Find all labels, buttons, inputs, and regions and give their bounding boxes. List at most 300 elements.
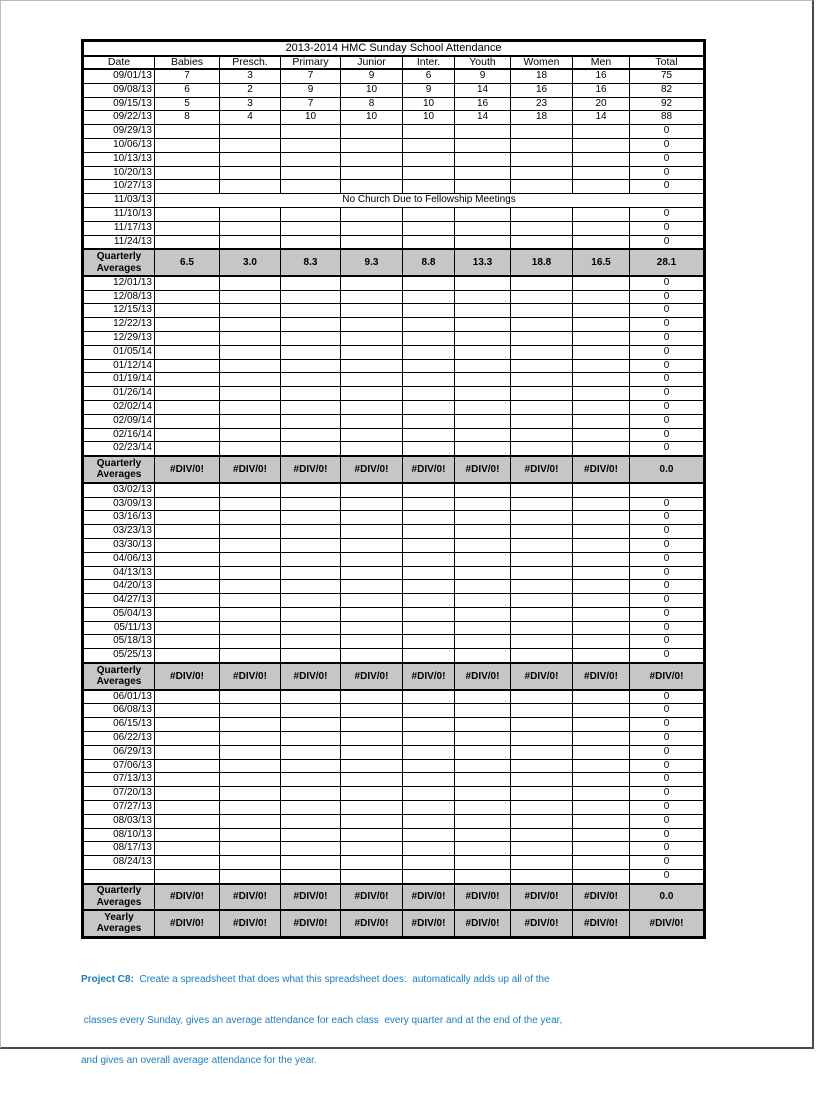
value-cell (403, 607, 455, 621)
value-cell (455, 483, 511, 497)
value-cell (511, 180, 573, 194)
value-cell (281, 221, 341, 235)
value-cell (341, 525, 403, 539)
total-cell: 0 (630, 594, 705, 608)
value-cell (155, 359, 220, 373)
note-line-2: classes every Sunday, gives an average attendance for each class every quarter and at the end of the year, (81, 1014, 563, 1026)
value-cell (511, 800, 573, 814)
average-value-cell: #DIV/0! (220, 884, 281, 911)
value-cell (281, 800, 341, 814)
value-cell (220, 718, 281, 732)
value-cell (403, 483, 455, 497)
date-row (83, 235, 705, 249)
value-cell (155, 538, 220, 552)
value-cell (455, 718, 511, 732)
value-cell (220, 497, 281, 511)
value-cell (220, 180, 281, 194)
value-cell: 10 (341, 83, 403, 97)
value-cell (403, 276, 455, 290)
value-cell (341, 635, 403, 649)
date-row (83, 194, 705, 208)
value-cell (220, 731, 281, 745)
date-cell: 07/27/13 (83, 800, 155, 814)
total-cell: 0 (630, 276, 705, 290)
value-cell (455, 814, 511, 828)
value-cell (573, 538, 630, 552)
value-cell (511, 552, 573, 566)
value-cell (573, 856, 630, 870)
average-value-cell: #DIV/0! (281, 884, 341, 911)
table-title: 2013-2014 HMC Sunday School Attendance (83, 41, 705, 57)
date-cell: 05/04/13 (83, 607, 155, 621)
value-cell (511, 649, 573, 663)
average-value-cell: 9.3 (341, 249, 403, 276)
value-cell (573, 138, 630, 152)
date-row (83, 594, 705, 608)
value-cell: 9 (281, 83, 341, 97)
date-row (83, 828, 705, 842)
value-cell (155, 566, 220, 580)
value-cell (455, 401, 511, 415)
average-value-cell: #DIV/0! (403, 884, 455, 911)
quarterly-average-row (83, 884, 705, 911)
value-cell (341, 869, 403, 883)
date-cell: 10/06/13 (83, 138, 155, 152)
value-cell: 16 (455, 97, 511, 111)
value-cell (220, 318, 281, 332)
total-cell: 0 (630, 235, 705, 249)
date-cell: 02/02/14 (83, 401, 155, 415)
project-note (81, 946, 706, 1095)
value-cell (573, 332, 630, 346)
value-cell (455, 869, 511, 883)
value-cell (220, 276, 281, 290)
total-cell: 0 (630, 704, 705, 718)
value-cell (155, 207, 220, 221)
value-cell (455, 704, 511, 718)
value-cell (573, 566, 630, 580)
date-row (83, 814, 705, 828)
date-row (83, 387, 705, 401)
value-cell (455, 497, 511, 511)
value-cell (341, 373, 403, 387)
value-cell (403, 869, 455, 883)
date-cell: 02/23/14 (83, 442, 155, 456)
value-cell (455, 842, 511, 856)
average-value-cell: #DIV/0! (573, 884, 630, 911)
value-cell (573, 497, 630, 511)
total-cell: 0 (630, 525, 705, 539)
value-cell (573, 125, 630, 139)
value-cell (220, 373, 281, 387)
value-cell (573, 594, 630, 608)
value-cell (155, 442, 220, 456)
value-cell (455, 552, 511, 566)
value-cell: 10 (403, 97, 455, 111)
value-cell (455, 525, 511, 539)
date-row (83, 800, 705, 814)
value-cell (281, 649, 341, 663)
value-cell (573, 580, 630, 594)
value-cell (573, 207, 630, 221)
average-value-cell: 3.0 (220, 249, 281, 276)
value-cell: 14 (455, 83, 511, 97)
value-cell (403, 125, 455, 139)
date-row (83, 318, 705, 332)
value-cell (455, 787, 511, 801)
average-value-cell: #DIV/0! (220, 456, 281, 483)
value-cell (155, 345, 220, 359)
value-cell (220, 207, 281, 221)
total-cell: 75 (630, 69, 705, 83)
date-row (83, 607, 705, 621)
value-cell (455, 332, 511, 346)
total-cell: 88 (630, 111, 705, 125)
date-row (83, 690, 705, 704)
date-row (83, 290, 705, 304)
value-cell (281, 773, 341, 787)
value-cell (220, 869, 281, 883)
average-value-cell: #DIV/0! (220, 663, 281, 690)
total-cell: 92 (630, 97, 705, 111)
value-cell (455, 414, 511, 428)
average-value-cell: #DIV/0! (511, 884, 573, 911)
value-cell (281, 566, 341, 580)
value-cell (220, 152, 281, 166)
date-row (83, 856, 705, 870)
value-cell (455, 773, 511, 787)
value-cell (511, 497, 573, 511)
value-cell (281, 483, 341, 497)
value-cell (220, 566, 281, 580)
average-value-cell: #DIV/0! (281, 663, 341, 690)
value-cell (220, 580, 281, 594)
value-cell: 9 (403, 83, 455, 97)
value-cell (281, 869, 341, 883)
date-row (83, 538, 705, 552)
value-cell (341, 607, 403, 621)
value-cell (155, 621, 220, 635)
value-cell (220, 800, 281, 814)
date-cell: 07/13/13 (83, 773, 155, 787)
value-cell (573, 800, 630, 814)
date-cell: 05/25/13 (83, 649, 155, 663)
date-cell: 09/15/13 (83, 97, 155, 111)
value-cell (341, 387, 403, 401)
total-cell: 0 (630, 207, 705, 221)
total-cell: 0 (630, 856, 705, 870)
value-cell (220, 594, 281, 608)
value-cell (511, 359, 573, 373)
total-cell: 0 (630, 773, 705, 787)
value-cell (220, 552, 281, 566)
average-value-cell: #DIV/0! (573, 663, 630, 690)
total-cell: 0 (630, 304, 705, 318)
value-cell: 9 (341, 69, 403, 83)
value-cell (511, 138, 573, 152)
value-cell (281, 235, 341, 249)
value-cell (403, 138, 455, 152)
total-cell: 0 (630, 442, 705, 456)
value-cell (403, 621, 455, 635)
value-cell (455, 180, 511, 194)
value-cell (403, 745, 455, 759)
column-header-primary: Primary (281, 56, 341, 69)
value-cell (511, 787, 573, 801)
total-cell: 0 (630, 345, 705, 359)
value-cell (155, 221, 220, 235)
value-cell (220, 221, 281, 235)
value-cell (573, 718, 630, 732)
value-cell (220, 745, 281, 759)
date-row (83, 635, 705, 649)
value-cell (155, 731, 220, 745)
value-cell (220, 773, 281, 787)
value-cell (341, 414, 403, 428)
date-cell: 12/29/13 (83, 332, 155, 346)
value-cell (341, 483, 403, 497)
average-value-cell: #DIV/0! (220, 910, 281, 937)
date-cell: 03/30/13 (83, 538, 155, 552)
value-cell (281, 538, 341, 552)
value-cell (155, 580, 220, 594)
total-cell: 0 (630, 221, 705, 235)
total-cell: 0 (630, 580, 705, 594)
value-cell (455, 745, 511, 759)
value-cell (511, 332, 573, 346)
total-cell: 0 (630, 869, 705, 883)
value-cell (511, 538, 573, 552)
value-cell: 14 (573, 111, 630, 125)
value-cell (573, 318, 630, 332)
date-cell: 09/08/13 (83, 83, 155, 97)
average-label-cell: Quarterly Averages (83, 663, 155, 690)
date-cell: 12/08/13 (83, 290, 155, 304)
value-cell (341, 718, 403, 732)
value-cell (155, 635, 220, 649)
value-cell (155, 318, 220, 332)
total-cell: 0 (630, 607, 705, 621)
value-cell (341, 580, 403, 594)
value-cell (341, 566, 403, 580)
date-cell: 08/17/13 (83, 842, 155, 856)
date-cell: 03/02/13 (83, 483, 155, 497)
value-cell: 16 (573, 83, 630, 97)
date-row (83, 207, 705, 221)
value-cell (511, 607, 573, 621)
value-cell (220, 125, 281, 139)
value-cell (341, 759, 403, 773)
average-value-cell: #DIV/0! (341, 910, 403, 937)
date-cell: 01/05/14 (83, 345, 155, 359)
value-cell (281, 511, 341, 525)
value-cell (403, 511, 455, 525)
value-cell (403, 152, 455, 166)
date-cell: 11/24/13 (83, 235, 155, 249)
value-cell (403, 842, 455, 856)
value-cell (281, 207, 341, 221)
value-cell (511, 290, 573, 304)
total-cell: 0 (630, 828, 705, 842)
value-cell (155, 414, 220, 428)
value-cell (341, 138, 403, 152)
total-cell (630, 483, 705, 497)
value-cell (155, 525, 220, 539)
value-cell (281, 276, 341, 290)
value-cell (281, 304, 341, 318)
average-label-cell: Quarterly Averages (83, 456, 155, 483)
value-cell (455, 359, 511, 373)
value-cell (155, 814, 220, 828)
total-cell: 0 (630, 401, 705, 415)
value-cell: 16 (573, 69, 630, 83)
quarterly-average-row (83, 663, 705, 690)
date-row (83, 580, 705, 594)
value-cell (281, 497, 341, 511)
value-cell (281, 856, 341, 870)
date-cell: 04/06/13 (83, 552, 155, 566)
value-cell (155, 607, 220, 621)
value-cell (511, 428, 573, 442)
value-cell (403, 538, 455, 552)
date-row (83, 497, 705, 511)
value-cell (455, 138, 511, 152)
value-cell (281, 373, 341, 387)
value-cell (220, 483, 281, 497)
total-cell: 0 (630, 649, 705, 663)
value-cell (155, 152, 220, 166)
value-cell (403, 304, 455, 318)
value-cell: 5 (155, 97, 220, 111)
date-row (83, 759, 705, 773)
value-cell (573, 621, 630, 635)
date-cell: 10/13/13 (83, 152, 155, 166)
value-cell (220, 166, 281, 180)
value-cell (155, 511, 220, 525)
value-cell (220, 828, 281, 842)
value-cell (573, 704, 630, 718)
value-cell (511, 221, 573, 235)
note-text-1: Create a spreadsheet that does what this spreadsheet does: automatically adds up all of the (133, 974, 550, 985)
date-row (83, 359, 705, 373)
total-cell: 0 (630, 814, 705, 828)
average-value-cell: #DIV/0! (403, 456, 455, 483)
value-cell (155, 166, 220, 180)
value-cell (573, 842, 630, 856)
value-cell (281, 759, 341, 773)
value-cell (341, 345, 403, 359)
value-cell (511, 442, 573, 456)
date-row (83, 111, 705, 125)
value-cell (155, 773, 220, 787)
date-row (83, 442, 705, 456)
date-row (83, 773, 705, 787)
value-cell (341, 552, 403, 566)
value-cell (455, 800, 511, 814)
value-cell (220, 138, 281, 152)
value-cell (511, 869, 573, 883)
average-value-cell: #DIV/0! (281, 910, 341, 937)
value-cell (281, 828, 341, 842)
value-cell (403, 414, 455, 428)
value-cell (573, 525, 630, 539)
date-cell: 11/10/13 (83, 207, 155, 221)
value-cell (341, 690, 403, 704)
date-row (83, 787, 705, 801)
value-cell (511, 635, 573, 649)
value-cell (155, 276, 220, 290)
value-cell (511, 125, 573, 139)
value-cell (455, 607, 511, 621)
average-value-cell: #DIV/0! (341, 456, 403, 483)
value-cell (573, 828, 630, 842)
date-cell: 05/11/13 (83, 621, 155, 635)
value-cell (155, 552, 220, 566)
value-cell (281, 814, 341, 828)
value-cell (220, 759, 281, 773)
value-cell (455, 290, 511, 304)
value-cell (155, 497, 220, 511)
value-cell (573, 607, 630, 621)
value-cell (155, 594, 220, 608)
value-cell (281, 787, 341, 801)
total-cell: 0 (630, 511, 705, 525)
total-cell: 0 (630, 635, 705, 649)
date-row (83, 166, 705, 180)
value-cell (511, 759, 573, 773)
value-cell (220, 235, 281, 249)
value-cell (281, 607, 341, 621)
value-cell (220, 690, 281, 704)
value-cell (155, 745, 220, 759)
value-cell (403, 649, 455, 663)
total-cell: 0 (630, 787, 705, 801)
value-cell (455, 759, 511, 773)
value-cell (403, 207, 455, 221)
value-cell (403, 635, 455, 649)
value-cell (573, 152, 630, 166)
value-cell (455, 856, 511, 870)
value-cell (281, 332, 341, 346)
average-value-cell: #DIV/0! (155, 884, 220, 911)
value-cell (573, 290, 630, 304)
value-cell (455, 304, 511, 318)
value-cell (455, 373, 511, 387)
column-header-youth: Youth (455, 56, 511, 69)
note-line-1 (81, 973, 706, 987)
value-cell: 23 (511, 97, 573, 111)
value-cell (403, 856, 455, 870)
average-value-cell: 16.5 (573, 249, 630, 276)
value-cell (220, 649, 281, 663)
average-value-cell: #DIV/0! (630, 910, 705, 937)
average-value-cell: #DIV/0! (573, 910, 630, 937)
value-cell (403, 428, 455, 442)
value-cell (455, 125, 511, 139)
value-cell: 14 (455, 111, 511, 125)
value-cell (281, 635, 341, 649)
value-cell (341, 773, 403, 787)
value-cell (403, 497, 455, 511)
value-cell (403, 800, 455, 814)
date-row (83, 731, 705, 745)
average-value-cell: #DIV/0! (455, 884, 511, 911)
date-row (83, 745, 705, 759)
total-cell: 0 (630, 731, 705, 745)
date-row (83, 842, 705, 856)
value-cell (511, 401, 573, 415)
value-cell (281, 621, 341, 635)
